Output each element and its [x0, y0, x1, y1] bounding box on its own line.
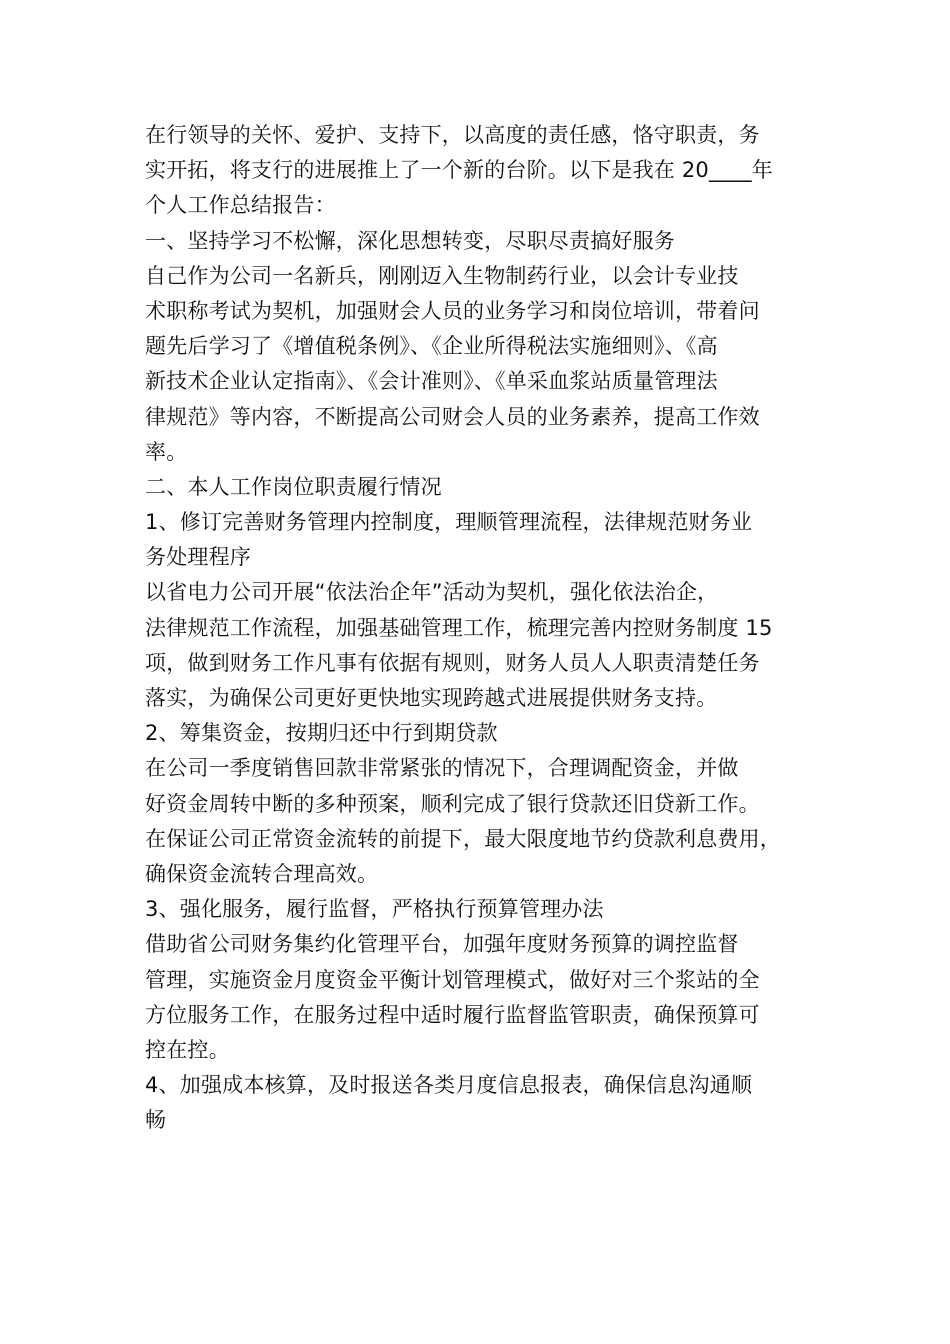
- text-line: 确保资金流转合理高效。: [145, 861, 379, 886]
- text-line: 术职称考试为契机，加强财会人员的业务学习和岗位培训，带着问: [145, 298, 760, 323]
- section-heading: 二、本人工作岗位职责履行情况: [145, 474, 442, 499]
- text-line: 律规范》等内容，不断提高公司财会人员的业务素养，提高工作效: [145, 404, 760, 429]
- text-line: 好资金周转中断的多种预案，顺利完成了银行贷款还旧贷新工作。: [145, 791, 760, 816]
- text-line: 实开拓，将支行的进展推上了一个新的台阶。以下是我在 20____年: [145, 158, 773, 183]
- section-heading: 一、坚持学习不松懈，深化思想转变，尽职尽责搞好服务: [145, 228, 675, 253]
- text-line: 落实，为确保公司更好更快地实现跨越式进展提供财务支持。: [145, 686, 718, 710]
- subsection-heading: 1、修订完善财务管理内控制度，理顺管理流程，法律规范财务业: [145, 510, 753, 535]
- subsection-heading: 2、筹集资金，按期归还中行到期贷款: [145, 721, 498, 746]
- text-line: 题先后学习了《增值税条例》、《企业所得税法实施细则》、《高: [145, 334, 718, 359]
- text-line: 控在控。: [145, 1037, 230, 1062]
- text-line: 在保证公司正常资金流转的前提下，最大限度地节约贷款利息费用，: [145, 826, 781, 851]
- subsection-heading: 畅: [145, 1108, 167, 1133]
- text-line: 方位服务工作，在服务过程中适时履行监督监管职责，确保预算可: [145, 1002, 760, 1027]
- text-line: 率。: [145, 439, 188, 464]
- text-line: 借助省公司财务集约化管理平台，加强年度财务预算的调控监督: [145, 932, 739, 957]
- text-line: 法律规范工作流程，加强基础管理工作，梳理完善内控财务制度 15: [145, 615, 773, 640]
- text-line: 在行领导的关怀、爱护、支持下，以高度的责任感，恪守职责，务: [145, 123, 760, 147]
- text-line: 个人工作总结报告：: [145, 193, 336, 218]
- text-line: 项，做到财务工作凡事有依据有规则，财务人员人人职责清楚任务: [145, 650, 760, 675]
- text-line: 管理，实施资金月度资金平衡计划管理模式，做好对三个浆站的全: [145, 967, 760, 992]
- document-body: [145, 118, 815, 1138]
- text-line: 以省电力公司开展“依法治企年”活动为契机，强化依法治企，: [145, 580, 719, 605]
- text-line: 新技术企业认定指南》、《会计准则》、《单采血浆站质量管理法: [145, 369, 718, 394]
- subsection-heading: 4、加强成本核算，及时报送各类月度信息报表，确保信息沟通顺: [145, 1073, 753, 1098]
- subsection-heading: 务处理程序: [145, 545, 251, 570]
- subsection-heading: 3、强化服务，履行监督，严格执行预算管理办法: [145, 897, 604, 922]
- text-line: 在公司一季度销售回款非常紧张的情况下，合理调配资金，并做: [145, 756, 739, 781]
- text-line: 自己作为公司一名新兵，刚刚迈入生物制药行业，以会计专业技: [145, 263, 739, 288]
